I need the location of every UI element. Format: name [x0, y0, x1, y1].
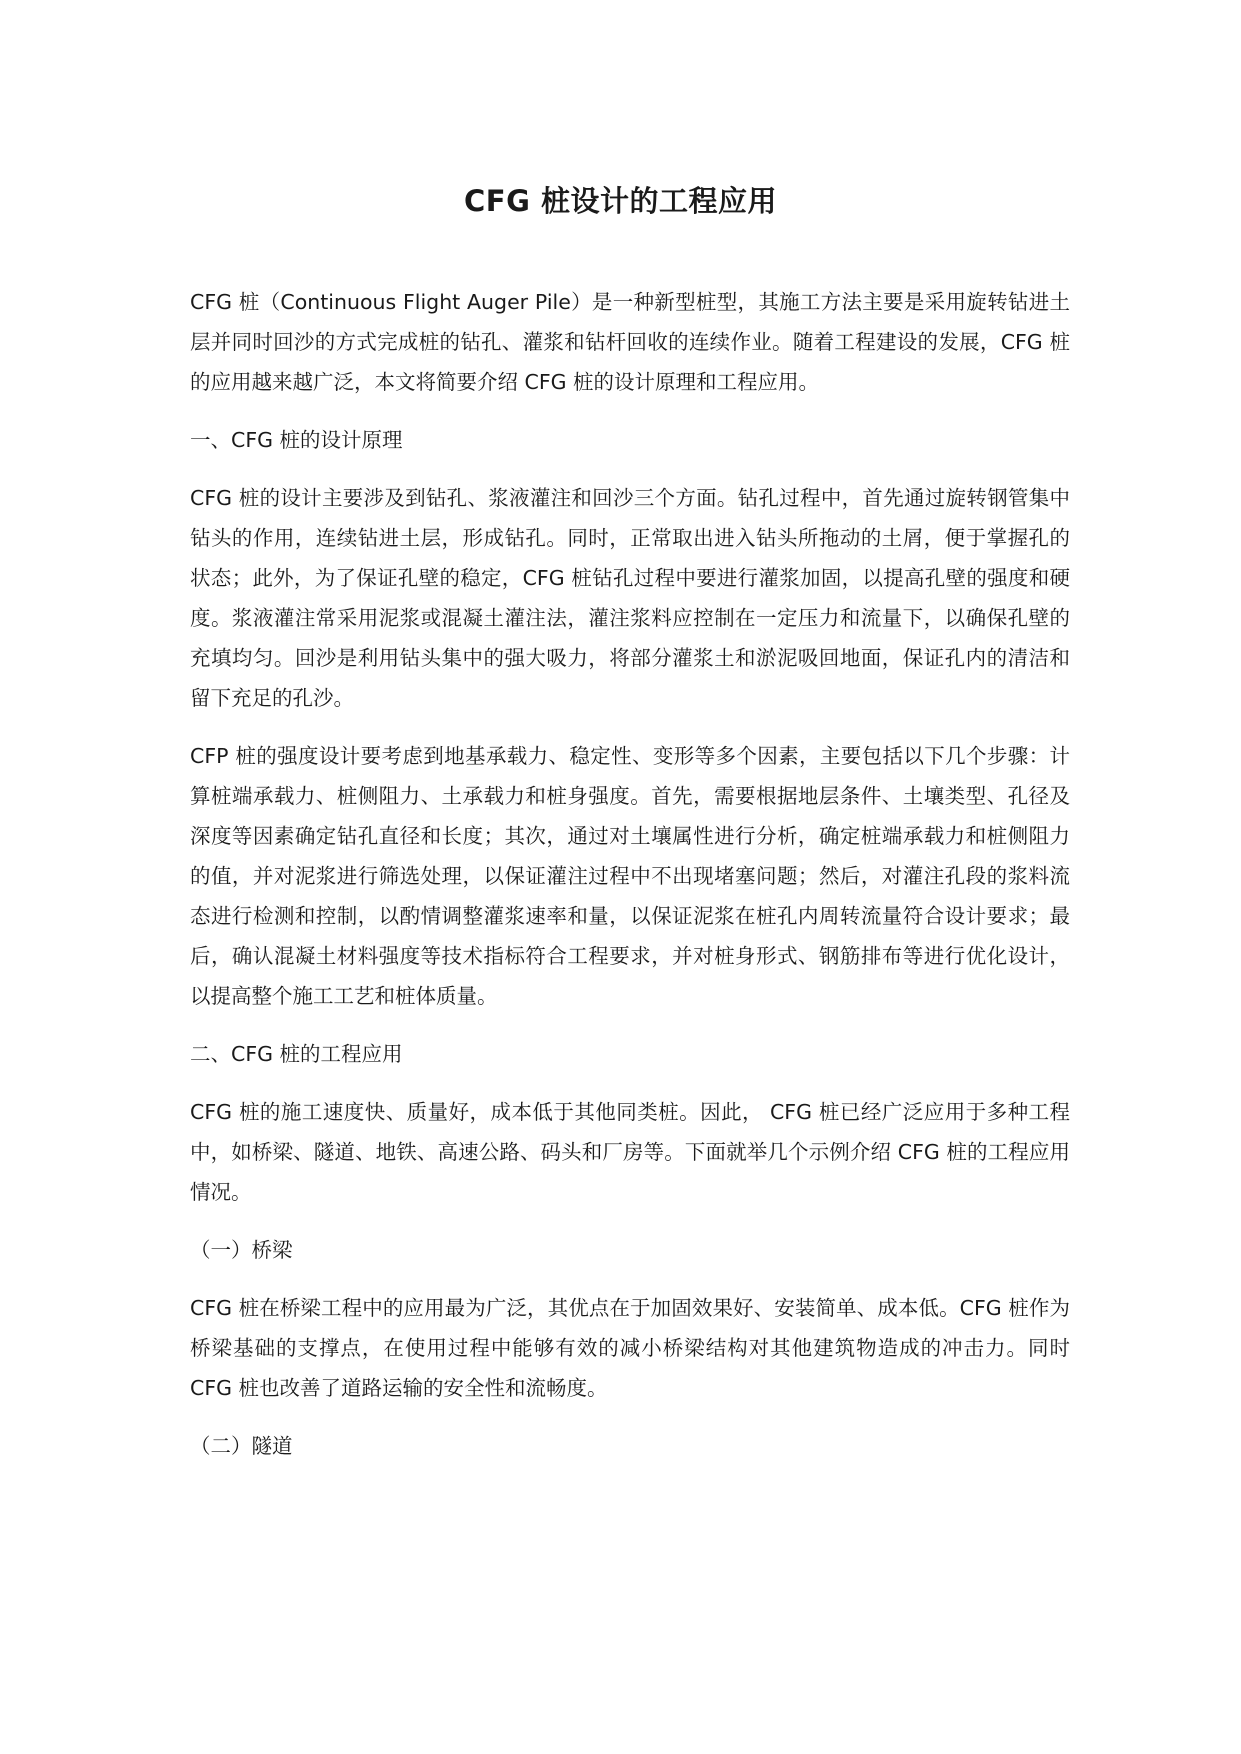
paragraph-application-overview: CFG 桩的施工速度快、质量好，成本低于其他同类桩。因此， CFG 桩已经广泛应用于多种工程中，如桥梁、隧道、地铁、高速公路、码头和厂房等。下面就举几个示例介绍 CFG 桩的工程应用情况。: [190, 1100, 1070, 1204]
section-heading-design-principle: 一、CFG 桩的设计原理: [190, 428, 403, 452]
paragraph-design-drilling: CFG 桩的设计主要涉及到钻孔、浆液灌注和回沙三个方面。钻孔过程中，首先通过旋转钢管集中钻头的作用，连续钻进土层，形成钻孔。同时，正常取出进入钻头所拖动的土屑，便于掌握孔的状态；此外，为了保证孔壁的稳定，CFG 桩钻孔过程中要进行灌浆加固，以提高孔壁的强度和硬度。浆液灌注常采用泥浆或混凝土灌注法，灌注浆料应控制在一定压力和流量下，以确保孔壁的充填均匀。回沙是利用钻头集中的强大吸力，将部分灌浆土和淤泥吸回地面，保证孔内的清洁和留下充足的孔沙。: [190, 486, 1070, 710]
paragraph-strength-design: CFP 桩的强度设计要考虑到地基承载力、稳定性、变形等多个因素，主要包括以下几个步骤：计算桩端承载力、桩侧阻力、土承载力和桩身强度。首先，需要根据地层条件、土壤类型、孔径及深度等因素确定钻孔直径和长度；其次，通过对土壤属性进行分析，确定桩端承载力和桩侧阻力的值，并对泥浆进行筛选处理，以保证灌注过程中不出现堵塞问题；然后，对灌注孔段的浆料流态进行检测和控制，以酌情调整灌浆速率和量，以保证泥浆在桩孔内周转流量符合设计要求；最后，确认混凝土材料强度等技术指标符合工程要求，并对桩身形式、钢筋排布等进行优化设计，以提高整个施工工艺和桩体质量。: [190, 744, 1070, 1008]
subsection-heading-bridge: （一）桥梁: [190, 1238, 293, 1262]
subsection-heading-tunnel: （二）隧道: [190, 1434, 293, 1458]
document-body: [190, 282, 1070, 1484]
paragraph-bridge: CFG 桩在桥梁工程中的应用最为广泛，其优点在于加固效果好、安装简单、成本低。CFG 桩作为桥梁基础的支撑点，在使用过程中能够有效的减小桥梁结构对其他建筑物造成的冲击力。同时 CFG 桩也改善了道路运输的安全性和流畅度。: [190, 1296, 1070, 1400]
section-heading-engineering-application: 二、CFG 桩的工程应用: [190, 1042, 403, 1066]
document-title: CFG 桩设计的工程应用: [464, 184, 777, 218]
paragraph-intro: CFG 桩（Continuous Flight Auger Pile）是一种新型桩型，其施工方法主要是采用旋转钻进土层并同时回沙的方式完成桩的钻孔、灌浆和钻杆回收的连续作业。随着工程建设的发展，CFG 桩的应用越来越广泛，本文将简要介绍 CFG 桩的设计原理和工程应用。: [190, 290, 1070, 394]
